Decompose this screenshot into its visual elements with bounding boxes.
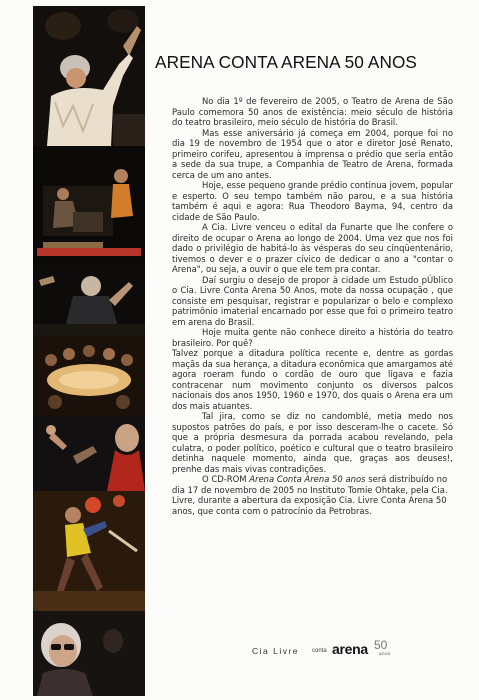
photo-strip [33, 6, 145, 696]
photo-woman-sunglasses [33, 611, 145, 696]
paragraph: Mas esse aniversário já começa em 2004, porque foi no dia 19 de novembro de 1954 que o ator e diretor José Renato, primeiro corifeu, apresentou à imprensa o prédio que seria então a sede da sua trupe, a Companhia de Teatro de Arena, formada cerca de um ano antes. [172, 127, 453, 180]
photo-bald-man-red-scarf [33, 416, 145, 491]
photo-man-raised-arms [33, 6, 145, 146]
photo-man-gesturing [33, 266, 145, 336]
page-title: ARENA CONTA ARENA 50 ANOS [155, 52, 417, 72]
paragraph: A Cia. Livre venceu o edital da Funarte que lhe confere o direito de ocupar o Arena ao longo de 2004. Uma vez que nos foi dado o privilégio de habitá-lo às vésperas do seu cinqüentenário, tivemos o dever e o prazer cívico de dedicar o ano a "contar o Arena", ou seja, a ouvir o que ele tem pra contar. [172, 222, 453, 274]
arena-logo: arena [332, 641, 368, 657]
body-text [172, 96, 453, 516]
paragraph: Daí surgiu o desejo de propor à cidade um Estudo pÚblico o Cia. Livre Conta Arena 50 Anos, mote da nossa ocupação , que consiste em pesquisar, registrar e popularizar o belo e complexo patrimônio imaterial encarnado por esse que foi o primeiro teatro em arena do Brasil. [172, 274, 453, 327]
final-paragraph [172, 474, 453, 516]
paragraph: No dia 1º de fevereiro de 2005, o Teatro de Arena de São Paulo comemora 50 anos de existência: meio século de história do teatro brasileiro, meio século de história do Brasil. [172, 96, 453, 127]
paragraph: Hoje, esse pequeno grande prédio continua jovem, popular e esperto. O seu tempo também não parou, e a sua história também é aqui e agora: Rua Theodoro Bayma, 94, centro da cidade de São Paulo. [172, 180, 453, 222]
final-suffix: será distribuído no dia 17 de novembro de 2005 no Instituto Tomie Ohtake, pela Cia. Livre, durante a abertura da exposição Cia. Livre Conta Arena 50 anos, que conta com o patrocínio da Petrobras. [172, 474, 448, 516]
anos-mark: anos [379, 651, 391, 656]
cd-rom-title: Arena Conta Arena 50 anos [249, 474, 366, 484]
cia-livre-logo: Cia Livre [252, 646, 300, 656]
paragraph: Tal jira, como se diz no candomblé, metia medo nos supostos patrões do país, e por isso desceram-lhe o cacete. Só que a própria desmesura da porrada acabou revelando, pela culatra, o poder político, poético e cultural que o teatro brasileiro detinha naquele momento, ainda que, graças aos deuses!, prenhe das mais vivas contradições. [172, 411, 453, 474]
photo-dancer-yellow [33, 491, 145, 611]
conta-text: conta [312, 648, 327, 654]
paragraph: Talvez porque a ditadura política recente e, dentre as gordas maçãs da sua herança, a ditadura econômica que amargamos até agora roeram fundo o cordão de ouro que ligava e fazia contracenar num movimento conjunto os diversos palcos nacionais dos anos 1950, 1960 e 1970, dos quais o Arena era um dos mais atuantes. [172, 348, 453, 411]
final-prefix: O CD-ROM [202, 474, 250, 484]
photo-group-table [33, 336, 145, 416]
paragraph: Hoje muita gente não conhece direito a história do teatro brasileiro. Por quê? [172, 327, 453, 348]
photo-stage-actors-bench [33, 146, 145, 266]
arena-50-mark: 50 [374, 638, 388, 652]
footer-logos [252, 638, 472, 666]
